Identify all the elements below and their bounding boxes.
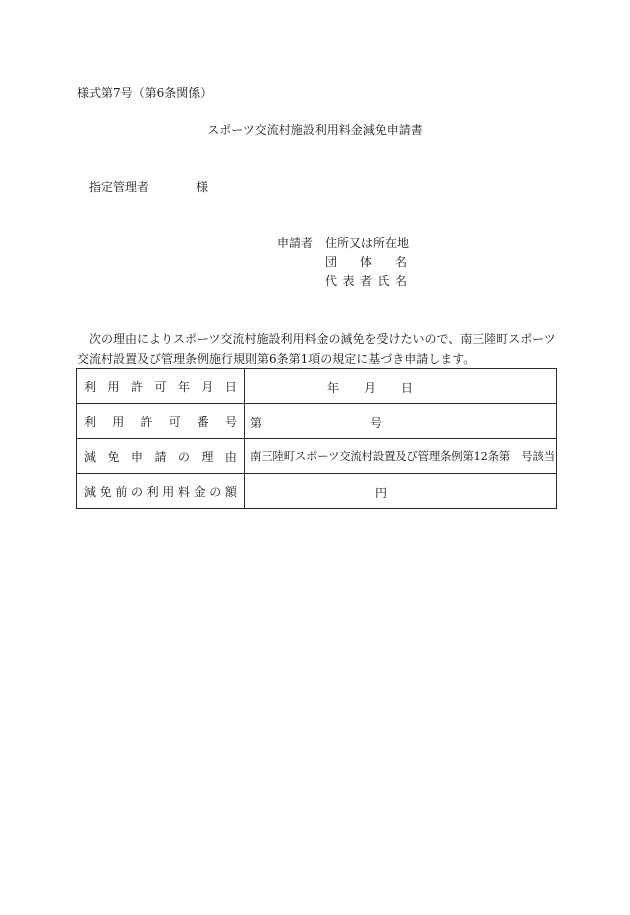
label-char: 月 xyxy=(201,379,214,394)
table-row-fee-amount xyxy=(77,474,557,509)
label-char: の xyxy=(209,484,222,499)
month-unit: 月 xyxy=(364,381,377,395)
fee-amount-value[interactable] xyxy=(245,474,557,509)
label-char: 表 xyxy=(342,274,355,288)
label-char: 利 xyxy=(146,484,159,499)
label-char: 日 xyxy=(224,379,237,394)
fee-amount-label xyxy=(77,474,245,509)
applicant-representative-label xyxy=(325,275,407,287)
exemption-reason-value[interactable] xyxy=(245,439,557,474)
label-char: 者 xyxy=(359,274,372,288)
exemption-reason-label xyxy=(77,439,245,474)
label-char: 年 xyxy=(177,379,190,394)
application-details-table xyxy=(76,368,557,509)
label-char: 免 xyxy=(99,484,112,499)
label-char: 許 xyxy=(140,414,153,429)
label-char: 氏 xyxy=(377,274,390,288)
year-unit: 年 xyxy=(327,381,340,395)
label-char: 可 xyxy=(154,379,167,394)
label-char: 体 xyxy=(359,255,372,269)
exemption-reason-text: 南三陸町スポーツ交流村設置及び管理条例第12条第 号該当 xyxy=(250,449,555,463)
label-char: 金 xyxy=(193,484,206,499)
label-char: 由 xyxy=(224,449,237,464)
request-body-text: 次の理由によりスポーツ交流村施設利用料金の減免を受けたいので、南三陸町スポーツ交流村設置及び管理条例施行規則第6条第1項の規定に基づき申請します。 xyxy=(77,332,556,366)
label-char: の xyxy=(130,484,143,499)
label-char: の xyxy=(177,449,190,464)
label-char: 代 xyxy=(325,274,338,288)
table-row-permit-number xyxy=(77,404,557,439)
day-unit: 日 xyxy=(401,381,414,395)
permit-number-value[interactable] xyxy=(245,404,557,439)
label-char: 理 xyxy=(201,449,214,464)
applicant-role-label: 申請者 xyxy=(277,236,314,250)
label-char: 名 xyxy=(394,274,407,288)
document-title: スポーツ交流村施設利用料金減免申請書 xyxy=(207,123,423,137)
permit-date-value[interactable] xyxy=(245,369,557,404)
label-char: 用 xyxy=(112,414,125,429)
label-char: 可 xyxy=(168,414,181,429)
form-number: 様式第7号（第6条関係） xyxy=(77,86,213,100)
addressee-line xyxy=(89,181,208,193)
label-char: 利 xyxy=(84,379,97,394)
permit-number-label xyxy=(77,404,245,439)
table-row-permit-date xyxy=(77,369,557,404)
label-char: 利 xyxy=(84,414,97,429)
addressee-honorific: 様 xyxy=(196,180,209,194)
applicant-group-label xyxy=(325,256,407,268)
label-char: 減 xyxy=(84,449,97,464)
label-char: 用 xyxy=(162,484,175,499)
label-char: 請 xyxy=(154,449,167,464)
label-char: 前 xyxy=(115,484,128,499)
addressee-label: 指定管理者 xyxy=(89,180,150,194)
label-char: 減 xyxy=(84,484,97,499)
label-char: 免 xyxy=(107,449,120,464)
number-prefix: 第 xyxy=(250,416,263,430)
label-char: 団 xyxy=(325,255,338,269)
label-char: 号 xyxy=(224,414,237,429)
table-row-exemption-reason xyxy=(77,439,557,474)
permit-date-label xyxy=(77,369,245,404)
label-char: 名 xyxy=(394,255,407,269)
applicant-address-label: 住所又は所在地 xyxy=(325,236,410,250)
label-char: 額 xyxy=(224,484,237,499)
label-char: 許 xyxy=(130,379,143,394)
yen-unit: 円 xyxy=(375,486,388,500)
label-char: 申 xyxy=(130,449,143,464)
label-char: 用 xyxy=(107,379,120,394)
number-suffix: 号 xyxy=(370,416,383,430)
label-char: 番 xyxy=(196,414,209,429)
label-char: 料 xyxy=(177,484,190,499)
